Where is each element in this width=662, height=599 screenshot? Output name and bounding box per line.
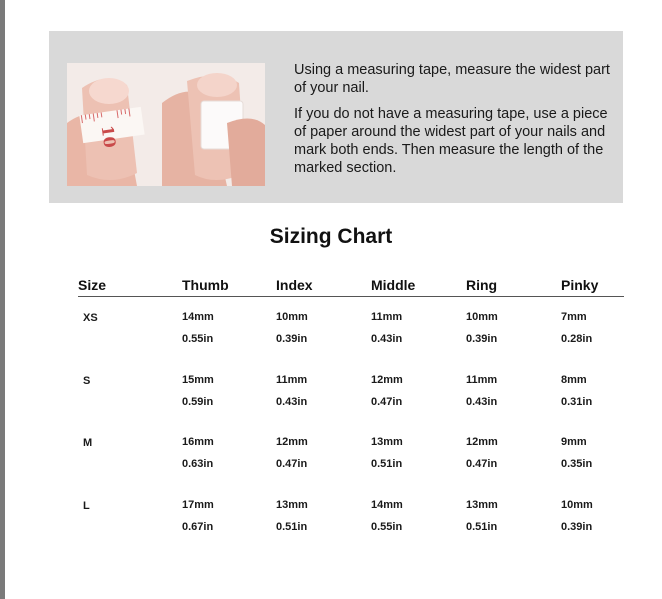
size-label: S — [83, 375, 91, 387]
tape-number: 10 — [97, 124, 120, 149]
middle-in-value: 0.43in — [371, 333, 403, 345]
pinky-in-value: 0.39in — [561, 521, 593, 533]
header-divider — [78, 296, 624, 297]
header-middle: Middle — [371, 277, 416, 293]
size-label: XS — [83, 312, 98, 324]
pinky-mm-value: 9mm — [561, 436, 587, 448]
ring-in-value: 0.39in — [466, 333, 498, 345]
ring-in-value: 0.51in — [466, 521, 498, 533]
sizing-chart-title: Sizing Chart — [269, 225, 393, 248]
instructions-text — [294, 61, 614, 185]
index-mm-value: 13mm — [276, 499, 308, 511]
thumb-mm-value: 16mm — [182, 436, 214, 448]
index-mm-value: 12mm — [276, 436, 308, 448]
ring-mm-value: 10mm — [466, 311, 498, 323]
thumb-mm-value: 15mm — [182, 374, 214, 386]
thumb-in-value: 0.55in — [182, 333, 214, 345]
pinky-in-value: 0.35in — [561, 458, 593, 470]
instruction-paragraph-2: If you do not have a measuring tape, use a piece of paper around the widest part of your nails and mark both ends. Then measure the length of the marked section. — [294, 106, 608, 176]
header-thumb: Thumb — [182, 277, 229, 293]
index-mm-value: 10mm — [276, 311, 308, 323]
index-in-value: 0.51in — [276, 521, 308, 533]
thumb-mm-value: 14mm — [182, 311, 214, 323]
middle-in-value: 0.47in — [371, 396, 403, 408]
middle-mm-value: 13mm — [371, 436, 403, 448]
header-size: Size — [78, 277, 107, 293]
ring-in-value: 0.43in — [466, 396, 498, 408]
pinky-in-value: 0.28in — [561, 333, 593, 345]
pinky-mm-value: 7mm — [561, 311, 587, 323]
size-label: M — [83, 437, 93, 449]
index-mm-value: 11mm — [276, 374, 308, 386]
pinky-in-value: 0.31in — [561, 396, 593, 408]
instruction-paragraph-1: Using a measuring tape, measure the widest part of your nail. — [294, 62, 610, 96]
thumb-mm-value: 17mm — [182, 499, 214, 511]
header-pinky: Pinky — [561, 277, 599, 293]
left-edge-bar — [0, 0, 5, 599]
ring-in-value: 0.47in — [466, 458, 498, 470]
header-ring: Ring — [466, 277, 498, 293]
ring-mm-value: 13mm — [466, 499, 498, 511]
thumb-in-value: 0.63in — [182, 458, 214, 470]
thumb-in-value: 0.59in — [182, 396, 214, 408]
size-label: L — [83, 500, 90, 512]
thumb-in-value: 0.67in — [182, 521, 214, 533]
instruction-panel — [49, 31, 623, 203]
middle-mm-value: 11mm — [371, 311, 403, 323]
index-in-value: 0.39in — [276, 333, 308, 345]
index-in-value: 0.43in — [276, 396, 308, 408]
pinky-mm-value: 10mm — [561, 499, 593, 511]
ring-mm-value: 12mm — [466, 436, 498, 448]
pinky-mm-value: 8mm — [561, 374, 587, 386]
middle-in-value: 0.55in — [371, 521, 403, 533]
middle-mm-value: 12mm — [371, 374, 403, 386]
middle-mm-value: 14mm — [371, 499, 403, 511]
middle-in-value: 0.51in — [371, 458, 403, 470]
measuring-photo — [67, 63, 265, 186]
index-in-value: 0.47in — [276, 458, 308, 470]
ring-mm-value: 11mm — [466, 374, 498, 386]
header-index: Index — [276, 277, 313, 293]
